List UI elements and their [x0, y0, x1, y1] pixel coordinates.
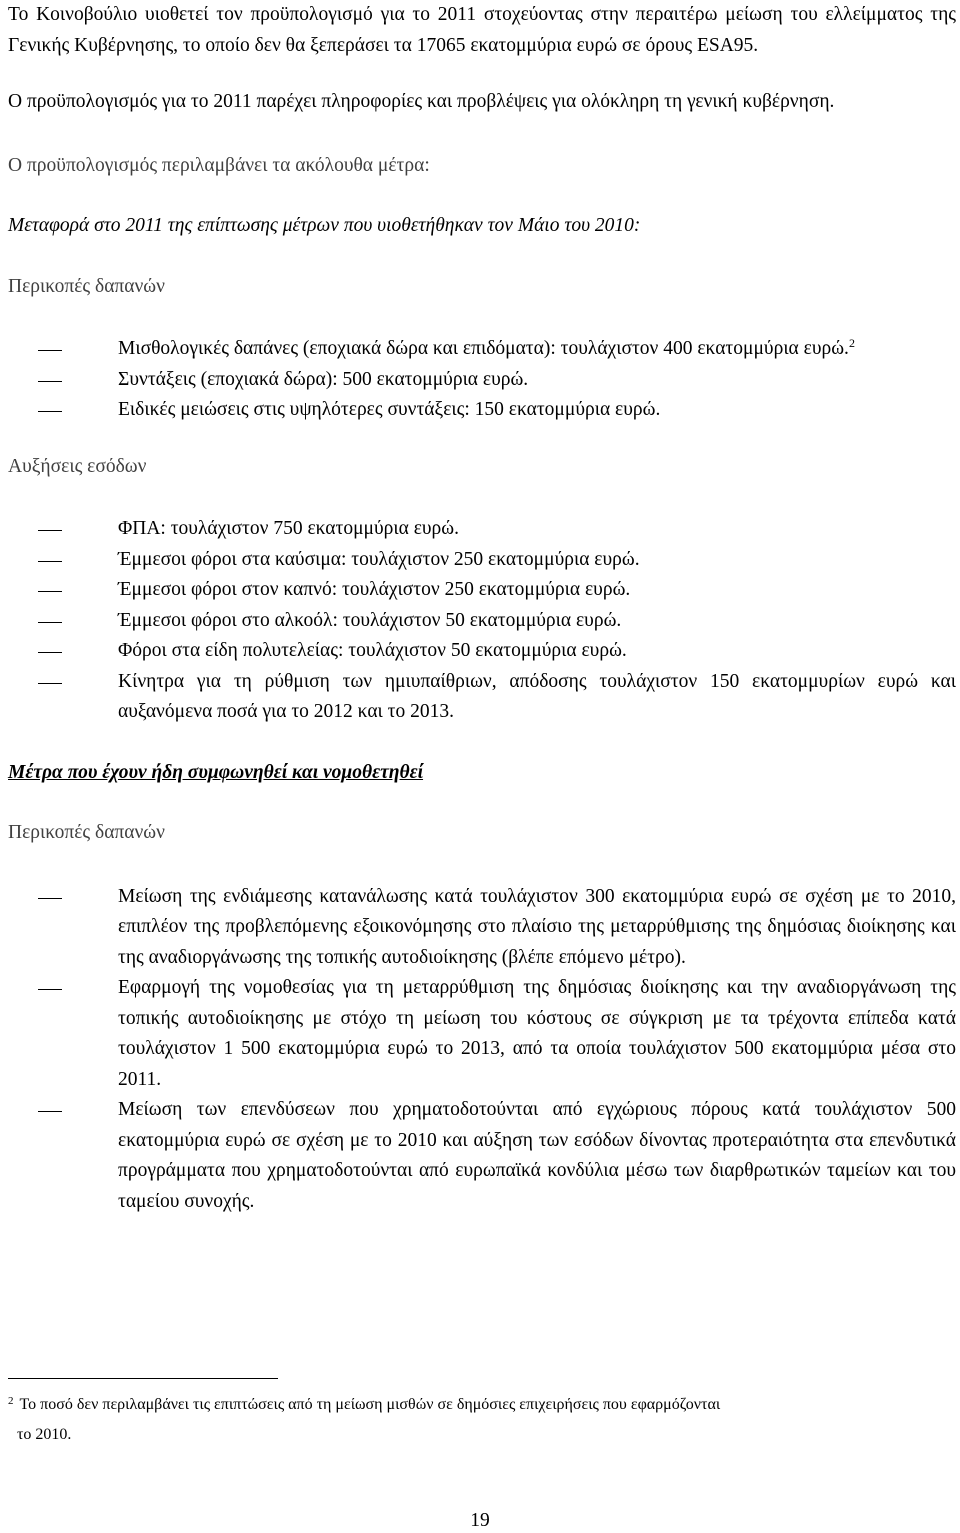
list-item — [8, 667, 956, 728]
section-1-spending-cuts-list — [8, 334, 956, 426]
intro-paragraph-2: Ο προϋπολογισμός για το 2011 παρέχει πληροφορίες και προβλέψεις για ολόκληρη τη γενική κυβέρνηση. — [8, 91, 835, 112]
list-item — [8, 882, 956, 974]
list-item-text: Ειδικές μειώσεις στις υψηλότερες συντάξεις: 150 εκατομμύρια ευρώ. — [118, 399, 661, 420]
section-1-revenue-list — [8, 514, 956, 728]
list-item-text: Μείωση των επενδύσεων που χρηματοδοτούνται από εγχώριους πόρους κατά τουλάχιστον 500 εκατομμύρια ευρώ σε σχέση με το 2010 και αύξηση των εσόδων δίνοντας προτεραιότητα στα επενδυτικά προγράμματα που χρηματοδοτούνται από ευρωπαϊκά κονδύλια μέσω των διαρθρωτικών ταμείων και του ταμείου συνοχής. — [118, 1099, 956, 1212]
list-item-text: Έμμεσοι φόροι στον καπνό: τουλάχιστον 250 εκατομμύρια ευρώ. — [118, 579, 631, 600]
list-item — [8, 636, 956, 667]
list-item-text: ΦΠΑ: τουλάχιστον 750 εκατομμύρια ευρώ. — [118, 518, 460, 539]
intro-paragraph-1: Το Κοινοβούλιο υιοθετεί τον προϋπολογισμό για το 2011 στοχεύοντας στην περαιτέρω μείωση του ελλείμματος της Γενικής Κυβέρνησης, το οποίο δεν θα ξεπεράσει τα 17065 εκατομμύρια ευρώ σε όρους ESA95. — [8, 4, 956, 56]
list-item-text: Έμμεσοι φόροι στο αλκοόλ: τουλάχιστον 50 εκατομμύρια ευρώ. — [118, 609, 622, 631]
section-1-spending-cuts-label: Περικοπές δαπανών — [8, 275, 165, 297]
footnote-line-1 — [8, 1390, 948, 1420]
footnote-number: 2 — [8, 1395, 14, 1407]
footnote-line-2: το 2010. — [17, 1426, 72, 1443]
document-body — [8, 0, 956, 1217]
list-item-text: Εφαρμογή της νομοθεσίας για τη μεταρρύθμιση της δημόσιας διοίκησης και την αναδιοργάνωση της τοπικής αυτοδιοίκησης με στόχο τη μείωση του κόστους σε σύγκριση με τα τρέχοντα επίπεδα κατά τουλάχιστον 1 500 εκατομμύρια ευρώ το 2013, από τα οποία τουλάχιστον 500 εκατομμύρια μέσα στο 2011. — [118, 977, 956, 1090]
section-2-spending-cuts-label: Περικοπές δαπανών — [8, 822, 165, 843]
page-number: 19 — [470, 1510, 490, 1531]
footnote — [8, 1390, 948, 1450]
section-2-title: Μέτρα που έχουν ήδη συμφωνηθεί και νομοθετηθεί — [8, 761, 424, 783]
intro-paragraph-3: Ο προϋπολογισμός περιλαμβάνει τα ακόλουθα μέτρα: — [8, 154, 430, 176]
list-item — [8, 545, 956, 576]
section-1-title: Μεταφορά στο 2011 της επίπτωσης μέτρων που υιοθετήθηκαν τον Μάιο του 2010: — [8, 215, 641, 236]
footnote-separator — [8, 1378, 278, 1379]
list-item-text: Μισθολογικές δαπάνες (εποχιακά δώρα και επιδόματα): τουλάχιστον 400 εκατομμύρια ευρώ. — [118, 338, 849, 359]
section-2-spending-cuts-list — [8, 882, 956, 1218]
list-item — [8, 365, 956, 396]
list-item-text: Συντάξεις (εποχιακά δώρα): 500 εκατομμύρια ευρώ. — [118, 368, 529, 390]
list-item-text: Έμμεσοι φόροι στα καύσιμα: τουλάχιστον 250 εκατομμύρια ευρώ. — [118, 548, 640, 570]
list-item — [8, 334, 956, 365]
list-item-text: Κίνητρα για τη ρύθμιση των ημιυπαίθριων, απόδοσης τουλάχιστον 150 εκατομμυρίων ευρώ και αυξανόμενα ποσά για το 2012 και το 2013. — [118, 670, 956, 722]
list-item — [8, 1095, 956, 1217]
footnote-text: Το ποσό δεν περιλαμβάνει τις επιπτώσεις από τη μείωση μισθών σε δημόσιες επιχειρήσεις που εφαρμόζονται — [19, 1396, 721, 1413]
footnote-marker: 2 — [848, 336, 855, 350]
list-item — [8, 395, 956, 426]
list-item — [8, 973, 956, 1095]
list-item — [8, 606, 956, 637]
list-item — [8, 514, 956, 545]
list-item — [8, 575, 956, 606]
list-item-text: Μείωση της ενδιάμεσης κατανάλωσης κατά τουλάχιστον 300 εκατομμύρια ευρώ σε σχέση με το 2010, επιπλέον της προβλεπόμενης εξοικονόμησης στο πλαίσιο της μεταρρύθμισης της δημόσιας διοίκησης και της αναδιοργάνωσης της τοπικής αυτοδιοίκησης (βλέπε επόμενο μέτρο). — [118, 885, 956, 968]
list-item-text: Φόροι στα είδη πολυτελείας: τουλάχιστον 50 εκατομμύρια ευρώ. — [118, 640, 627, 661]
section-1-revenue-label: Αυξήσεις εσόδων — [8, 455, 147, 477]
